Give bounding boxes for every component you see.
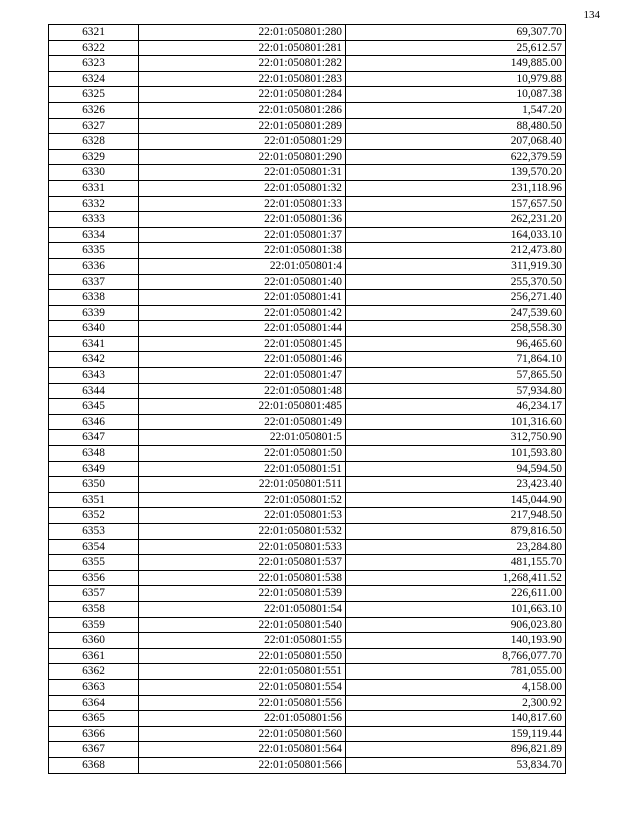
table-row [49,601,566,617]
row-number-cell: 6329 [49,149,139,165]
value-cell: 140,817.60 [346,711,566,727]
value-cell: 255,370.50 [346,274,566,290]
row-number-cell: 6344 [49,383,139,399]
value-cell: 258,558.30 [346,321,566,337]
value-cell: 247,539.60 [346,305,566,321]
value-cell: 140,193.90 [346,633,566,649]
row-number-cell: 6353 [49,524,139,540]
table-row [49,617,566,633]
table-row [49,118,566,134]
table-row [49,726,566,742]
table-row [49,352,566,368]
cadastral-number-cell: 22:01:050801:41 [139,290,346,306]
table-row [49,149,566,165]
cadastral-number-cell: 22:01:050801:45 [139,336,346,352]
cadastral-number-cell: 22:01:050801:53 [139,508,346,524]
cadastral-number-cell: 22:01:050801:283 [139,71,346,87]
table-row [49,508,566,524]
cadastral-number-cell: 22:01:050801:540 [139,617,346,633]
value-cell: 101,593.80 [346,446,566,462]
value-cell: 101,316.60 [346,414,566,430]
row-number-cell: 6332 [49,196,139,212]
value-cell: 57,934.80 [346,383,566,399]
value-cell: 207,068.40 [346,134,566,150]
cadastral-number-cell: 22:01:050801:38 [139,243,346,259]
row-number-cell: 6334 [49,227,139,243]
value-cell: 481,155.70 [346,555,566,571]
table-row [49,524,566,540]
cadastral-value-table [48,24,566,774]
value-cell: 311,919.30 [346,258,566,274]
table-row [49,56,566,72]
value-cell: 2,300.92 [346,695,566,711]
row-number-cell: 6341 [49,336,139,352]
row-number-cell: 6365 [49,711,139,727]
table-row [49,321,566,337]
cadastral-number-cell: 22:01:050801:32 [139,180,346,196]
table-row [49,633,566,649]
value-cell: 4,158.00 [346,679,566,695]
table-row [49,71,566,87]
value-cell: 10,087.38 [346,87,566,103]
row-number-cell: 6337 [49,274,139,290]
table-row [49,570,566,586]
value-cell: 8,766,077.70 [346,648,566,664]
value-cell: 139,570.20 [346,165,566,181]
cadastral-number-cell: 22:01:050801:556 [139,695,346,711]
cadastral-number-cell: 22:01:050801:511 [139,477,346,493]
cadastral-number-cell: 22:01:050801:539 [139,586,346,602]
value-cell: 10,979.88 [346,71,566,87]
row-number-cell: 6351 [49,492,139,508]
cadastral-number-cell: 22:01:050801:290 [139,149,346,165]
table-row [49,290,566,306]
cadastral-number-cell: 22:01:050801:538 [139,570,346,586]
row-number-cell: 6343 [49,368,139,384]
cadastral-number-cell: 22:01:050801:485 [139,399,346,415]
table-row [49,430,566,446]
row-number-cell: 6357 [49,586,139,602]
cadastral-number-cell: 22:01:050801:46 [139,352,346,368]
table-row [49,305,566,321]
row-number-cell: 6359 [49,617,139,633]
cadastral-number-cell: 22:01:050801:31 [139,165,346,181]
value-cell: 217,948.50 [346,508,566,524]
table-row [49,648,566,664]
cadastral-number-cell: 22:01:050801:49 [139,414,346,430]
table-row [49,368,566,384]
value-cell: 53,834.70 [346,757,566,773]
value-cell: 1,268,411.52 [346,570,566,586]
value-cell: 312,750.90 [346,430,566,446]
row-number-cell: 6338 [49,290,139,306]
cadastral-number-cell: 22:01:050801:56 [139,711,346,727]
row-number-cell: 6327 [49,118,139,134]
row-number-cell: 6346 [49,414,139,430]
cadastral-number-cell: 22:01:050801:44 [139,321,346,337]
table-row [49,227,566,243]
cadastral-number-cell: 22:01:050801:40 [139,274,346,290]
value-cell: 256,271.40 [346,290,566,306]
cadastral-number-cell: 22:01:050801:282 [139,56,346,72]
row-number-cell: 6352 [49,508,139,524]
cadastral-number-cell: 22:01:050801:550 [139,648,346,664]
row-number-cell: 6349 [49,461,139,477]
row-number-cell: 6328 [49,134,139,150]
row-number-cell: 6326 [49,102,139,118]
table-row [49,399,566,415]
row-number-cell: 6342 [49,352,139,368]
value-cell: 1,547.20 [346,102,566,118]
cadastral-number-cell: 22:01:050801:566 [139,757,346,773]
value-cell: 149,885.00 [346,56,566,72]
row-number-cell: 6362 [49,664,139,680]
value-cell: 71,864.10 [346,352,566,368]
table-row [49,492,566,508]
value-cell: 57,865.50 [346,368,566,384]
table-row [49,555,566,571]
value-cell: 622,379.59 [346,149,566,165]
row-number-cell: 6335 [49,243,139,259]
value-cell: 96,465.60 [346,336,566,352]
table-row [49,695,566,711]
table-row [49,446,566,462]
value-cell: 226,611.00 [346,586,566,602]
cadastral-number-cell: 22:01:050801:281 [139,40,346,56]
row-number-cell: 6350 [49,477,139,493]
value-cell: 23,423.40 [346,477,566,493]
table-row [49,134,566,150]
row-number-cell: 6360 [49,633,139,649]
value-cell: 46,234.17 [346,399,566,415]
value-cell: 879,816.50 [346,524,566,540]
row-number-cell: 6333 [49,212,139,228]
table-row [49,679,566,695]
table-row [49,243,566,259]
row-number-cell: 6364 [49,695,139,711]
row-number-cell: 6323 [49,56,139,72]
row-number-cell: 6339 [49,305,139,321]
cadastral-number-cell: 22:01:050801:55 [139,633,346,649]
value-cell: 164,033.10 [346,227,566,243]
table-row [49,25,566,41]
table-row [49,87,566,103]
table-row [49,383,566,399]
table-row [49,180,566,196]
cadastral-number-cell: 22:01:050801:533 [139,539,346,555]
table-row [49,40,566,56]
table-row [49,165,566,181]
row-number-cell: 6367 [49,742,139,758]
cadastral-number-cell: 22:01:050801:29 [139,134,346,150]
table-row [49,461,566,477]
cadastral-number-cell: 22:01:050801:48 [139,383,346,399]
value-cell: 262,231.20 [346,212,566,228]
row-number-cell: 6330 [49,165,139,181]
cadastral-number-cell: 22:01:050801:51 [139,461,346,477]
cadastral-number-cell: 22:01:050801:37 [139,227,346,243]
cadastral-number-cell: 22:01:050801:33 [139,196,346,212]
value-cell: 212,473.80 [346,243,566,259]
cadastral-number-cell: 22:01:050801:52 [139,492,346,508]
row-number-cell: 6322 [49,40,139,56]
table-row [49,336,566,352]
table-row [49,539,566,555]
value-cell: 157,657.50 [346,196,566,212]
cadastral-number-cell: 22:01:050801:564 [139,742,346,758]
cadastral-number-cell: 22:01:050801:54 [139,601,346,617]
cadastral-number-cell: 22:01:050801:289 [139,118,346,134]
table-row [49,258,566,274]
cadastral-number-cell: 22:01:050801:280 [139,25,346,41]
cadastral-number-cell: 22:01:050801:551 [139,664,346,680]
row-number-cell: 6368 [49,757,139,773]
table-row [49,757,566,773]
cadastral-number-cell: 22:01:050801:47 [139,368,346,384]
cadastral-number-cell: 22:01:050801:537 [139,555,346,571]
row-number-cell: 6358 [49,601,139,617]
row-number-cell: 6336 [49,258,139,274]
cadastral-number-cell: 22:01:050801:284 [139,87,346,103]
row-number-cell: 6361 [49,648,139,664]
row-number-cell: 6355 [49,555,139,571]
table-row [49,212,566,228]
cadastral-number-cell: 22:01:050801:554 [139,679,346,695]
value-cell: 88,480.50 [346,118,566,134]
row-number-cell: 6363 [49,679,139,695]
row-number-cell: 6354 [49,539,139,555]
value-cell: 906,023.80 [346,617,566,633]
table-body [49,25,566,774]
cadastral-number-cell: 22:01:050801:36 [139,212,346,228]
table-row [49,477,566,493]
value-cell: 69,307.70 [346,25,566,41]
value-cell: 145,044.90 [346,492,566,508]
cadastral-number-cell: 22:01:050801:532 [139,524,346,540]
cadastral-number-cell: 22:01:050801:286 [139,102,346,118]
value-cell: 781,055.00 [346,664,566,680]
cadastral-number-cell: 22:01:050801:5 [139,430,346,446]
cadastral-number-cell: 22:01:050801:50 [139,446,346,462]
row-number-cell: 6345 [49,399,139,415]
table-row [49,742,566,758]
value-cell: 94,594.50 [346,461,566,477]
cadastral-number-cell: 22:01:050801:42 [139,305,346,321]
table-row [49,196,566,212]
value-cell: 25,612.57 [346,40,566,56]
row-number-cell: 6347 [49,430,139,446]
cadastral-number-cell: 22:01:050801:4 [139,258,346,274]
table-row [49,586,566,602]
value-cell: 231,118.96 [346,180,566,196]
row-number-cell: 6366 [49,726,139,742]
row-number-cell: 6331 [49,180,139,196]
table-row [49,664,566,680]
row-number-cell: 6325 [49,87,139,103]
page-number: 134 [583,9,600,21]
value-cell: 23,284.80 [346,539,566,555]
table-row [49,274,566,290]
row-number-cell: 6340 [49,321,139,337]
table-row [49,102,566,118]
value-cell: 101,663.10 [346,601,566,617]
row-number-cell: 6321 [49,25,139,41]
row-number-cell: 6324 [49,71,139,87]
value-cell: 159,119.44 [346,726,566,742]
table-row [49,414,566,430]
table-row [49,711,566,727]
value-cell: 896,821.89 [346,742,566,758]
cadastral-number-cell: 22:01:050801:560 [139,726,346,742]
row-number-cell: 6348 [49,446,139,462]
row-number-cell: 6356 [49,570,139,586]
